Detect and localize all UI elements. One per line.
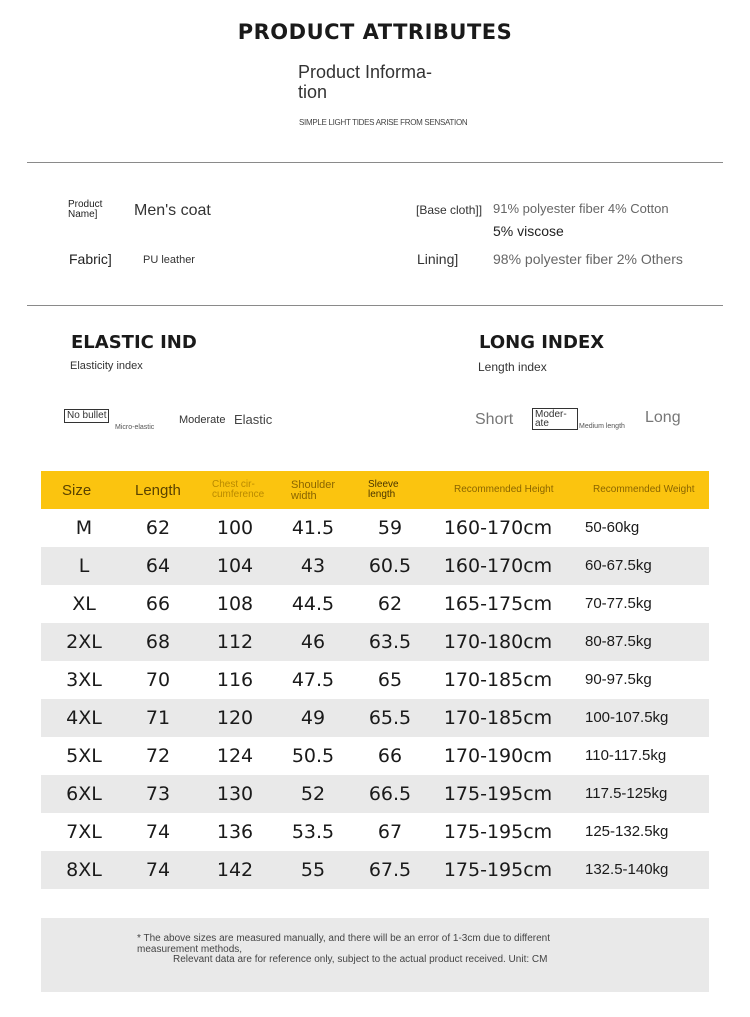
base-cloth-value-2: 5% viscose	[493, 223, 564, 239]
elastic-heading: ELASTIC IND	[71, 332, 197, 353]
cell-length: 68	[145, 631, 171, 653]
divider-middle	[27, 305, 723, 306]
cell-weight: 125-132.5kg	[585, 823, 669, 840]
cell-height: 175-195cm	[443, 859, 553, 881]
length-option-long: Long	[645, 409, 681, 426]
page-title: PRODUCT ATTRIBUTES	[237, 20, 513, 44]
cell-chest: 136	[216, 821, 254, 843]
cell-height: 175-195cm	[443, 783, 553, 805]
cell-shoulder: 44.5	[291, 593, 335, 615]
cell-length: 62	[145, 517, 171, 539]
cell-height: 160-170cm	[443, 517, 553, 539]
cell-shoulder: 46	[300, 631, 326, 653]
cell-shoulder: 43	[300, 555, 326, 577]
cell-shoulder: 47.5	[291, 669, 335, 691]
header-height: Recommended Height	[454, 484, 554, 495]
cell-sleeve: 63.5	[368, 631, 412, 653]
cell-chest: 120	[216, 707, 254, 729]
fabric-value: PU leather	[143, 254, 195, 266]
cell-sleeve: 62	[377, 593, 403, 615]
tagline: SIMPLE LIGHT TIDES ARISE FROM SENSATION	[299, 118, 468, 127]
cell-height: 170-190cm	[443, 745, 553, 767]
page-subtitle: Product Informa- tion	[298, 62, 433, 102]
cell-chest: 112	[216, 631, 254, 653]
cell-chest: 124	[216, 745, 254, 767]
cell-sleeve: 60.5	[368, 555, 412, 577]
elastic-subheading: Elasticity index	[70, 360, 143, 372]
table-header	[41, 471, 709, 509]
header-size: Size	[62, 482, 92, 499]
table-row	[41, 585, 709, 623]
cell-height: 175-195cm	[443, 821, 553, 843]
note-line-2: Relevant data are for reference only, subject to the actual product received. Unit: CM	[173, 954, 548, 965]
elastic-option-elastic: Elastic	[234, 412, 273, 427]
cell-weight: 90-97.5kg	[585, 671, 652, 688]
cell-size: M	[75, 517, 93, 539]
cell-length: 64	[145, 555, 171, 577]
elastic-option-micro: Micro-elastic	[115, 424, 155, 431]
cell-sleeve: 66	[377, 745, 403, 767]
cell-length: 71	[145, 707, 171, 729]
cell-height: 170-185cm	[443, 669, 553, 691]
cell-shoulder: 41.5	[291, 517, 335, 539]
cell-chest: 100	[216, 517, 254, 539]
table-row	[41, 775, 709, 813]
cell-length: 73	[145, 783, 171, 805]
cell-height: 160-170cm	[443, 555, 553, 577]
table-body	[41, 509, 709, 889]
elastic-option-no-bullet: No bullet	[64, 409, 109, 423]
cell-height: 165-175cm	[443, 593, 553, 615]
product-name-value: Men's coat	[134, 202, 211, 219]
length-option-medium: Medium length	[579, 423, 625, 430]
lining-value: 98% polyester fiber 2% Others	[493, 251, 683, 267]
cell-size: 3XL	[66, 669, 102, 691]
cell-chest: 116	[216, 669, 254, 691]
header-length: Length	[135, 482, 181, 499]
cell-size: 4XL	[66, 707, 102, 729]
table-row	[41, 661, 709, 699]
cell-shoulder: 52	[300, 783, 326, 805]
cell-length: 74	[145, 859, 171, 881]
cell-shoulder: 49	[300, 707, 326, 729]
cell-sleeve: 65.5	[368, 707, 412, 729]
cell-size: 6XL	[66, 783, 102, 805]
cell-weight: 50-60kg	[585, 519, 640, 536]
note-line-1: * The above sizes are measured manually, and there will be an error of 1-3cm due to different measurement methods,	[137, 933, 551, 955]
fabric-label: Fabric]	[69, 251, 112, 267]
cell-height: 170-180cm	[443, 631, 553, 653]
cell-chest: 104	[216, 555, 254, 577]
cell-shoulder: 55	[300, 859, 326, 881]
cell-sleeve: 65	[377, 669, 403, 691]
header-chest: Chest cir- cumference	[212, 479, 265, 500]
cell-length: 70	[145, 669, 171, 691]
cell-height: 170-185cm	[443, 707, 553, 729]
header-weight: Recommended Weight	[593, 484, 695, 495]
cell-size: L	[78, 555, 90, 577]
cell-chest: 108	[216, 593, 254, 615]
table-row	[41, 509, 709, 547]
cell-length: 66	[145, 593, 171, 615]
cell-sleeve: 66.5	[368, 783, 412, 805]
cell-chest: 130	[216, 783, 254, 805]
cell-size: 5XL	[66, 745, 102, 767]
cell-weight: 60-67.5kg	[585, 557, 652, 574]
cell-weight: 100-107.5kg	[585, 709, 669, 726]
cell-shoulder: 50.5	[291, 745, 335, 767]
measurement-note	[41, 918, 709, 992]
cell-length: 74	[145, 821, 171, 843]
table-row	[41, 737, 709, 775]
cell-length: 72	[145, 745, 171, 767]
elastic-option-moderate: Moderate	[179, 414, 226, 426]
cell-size: 2XL	[66, 631, 102, 653]
lining-label: Lining]	[417, 251, 459, 267]
cell-size: 8XL	[66, 859, 102, 881]
table-row	[41, 813, 709, 851]
length-option-short: Short	[475, 411, 514, 428]
cell-shoulder: 53.5	[291, 821, 335, 843]
divider-top	[27, 162, 723, 163]
cell-sleeve: 67.5	[368, 859, 412, 881]
cell-weight: 117.5-125kg	[585, 785, 668, 802]
table-row	[41, 547, 709, 585]
cell-weight: 70-77.5kg	[585, 595, 652, 612]
cell-chest: 142	[216, 859, 254, 881]
length-option-moderate: Moder- ate	[532, 408, 578, 430]
cell-sleeve: 59	[377, 517, 403, 539]
cell-size: XL	[72, 593, 96, 615]
product-name-label: Product Name]	[68, 199, 103, 220]
header-sleeve: Sleeve length	[368, 479, 399, 500]
length-subheading: Length index	[478, 360, 547, 374]
base-cloth-value-1: 91% polyester fiber 4% Cotton	[493, 201, 669, 216]
table-row	[41, 623, 709, 661]
size-table	[41, 471, 709, 889]
cell-weight: 132.5-140kg	[585, 861, 669, 878]
length-heading: LONG INDEX	[479, 332, 605, 353]
base-cloth-label: [Base cloth]]	[416, 203, 483, 217]
header-shoulder: Shoulder width	[291, 479, 336, 502]
cell-sleeve: 67	[377, 821, 403, 843]
cell-weight: 80-87.5kg	[585, 633, 652, 650]
cell-size: 7XL	[66, 821, 102, 843]
table-row	[41, 699, 709, 737]
table-row	[41, 851, 709, 889]
cell-weight: 110-117.5kg	[585, 747, 667, 764]
